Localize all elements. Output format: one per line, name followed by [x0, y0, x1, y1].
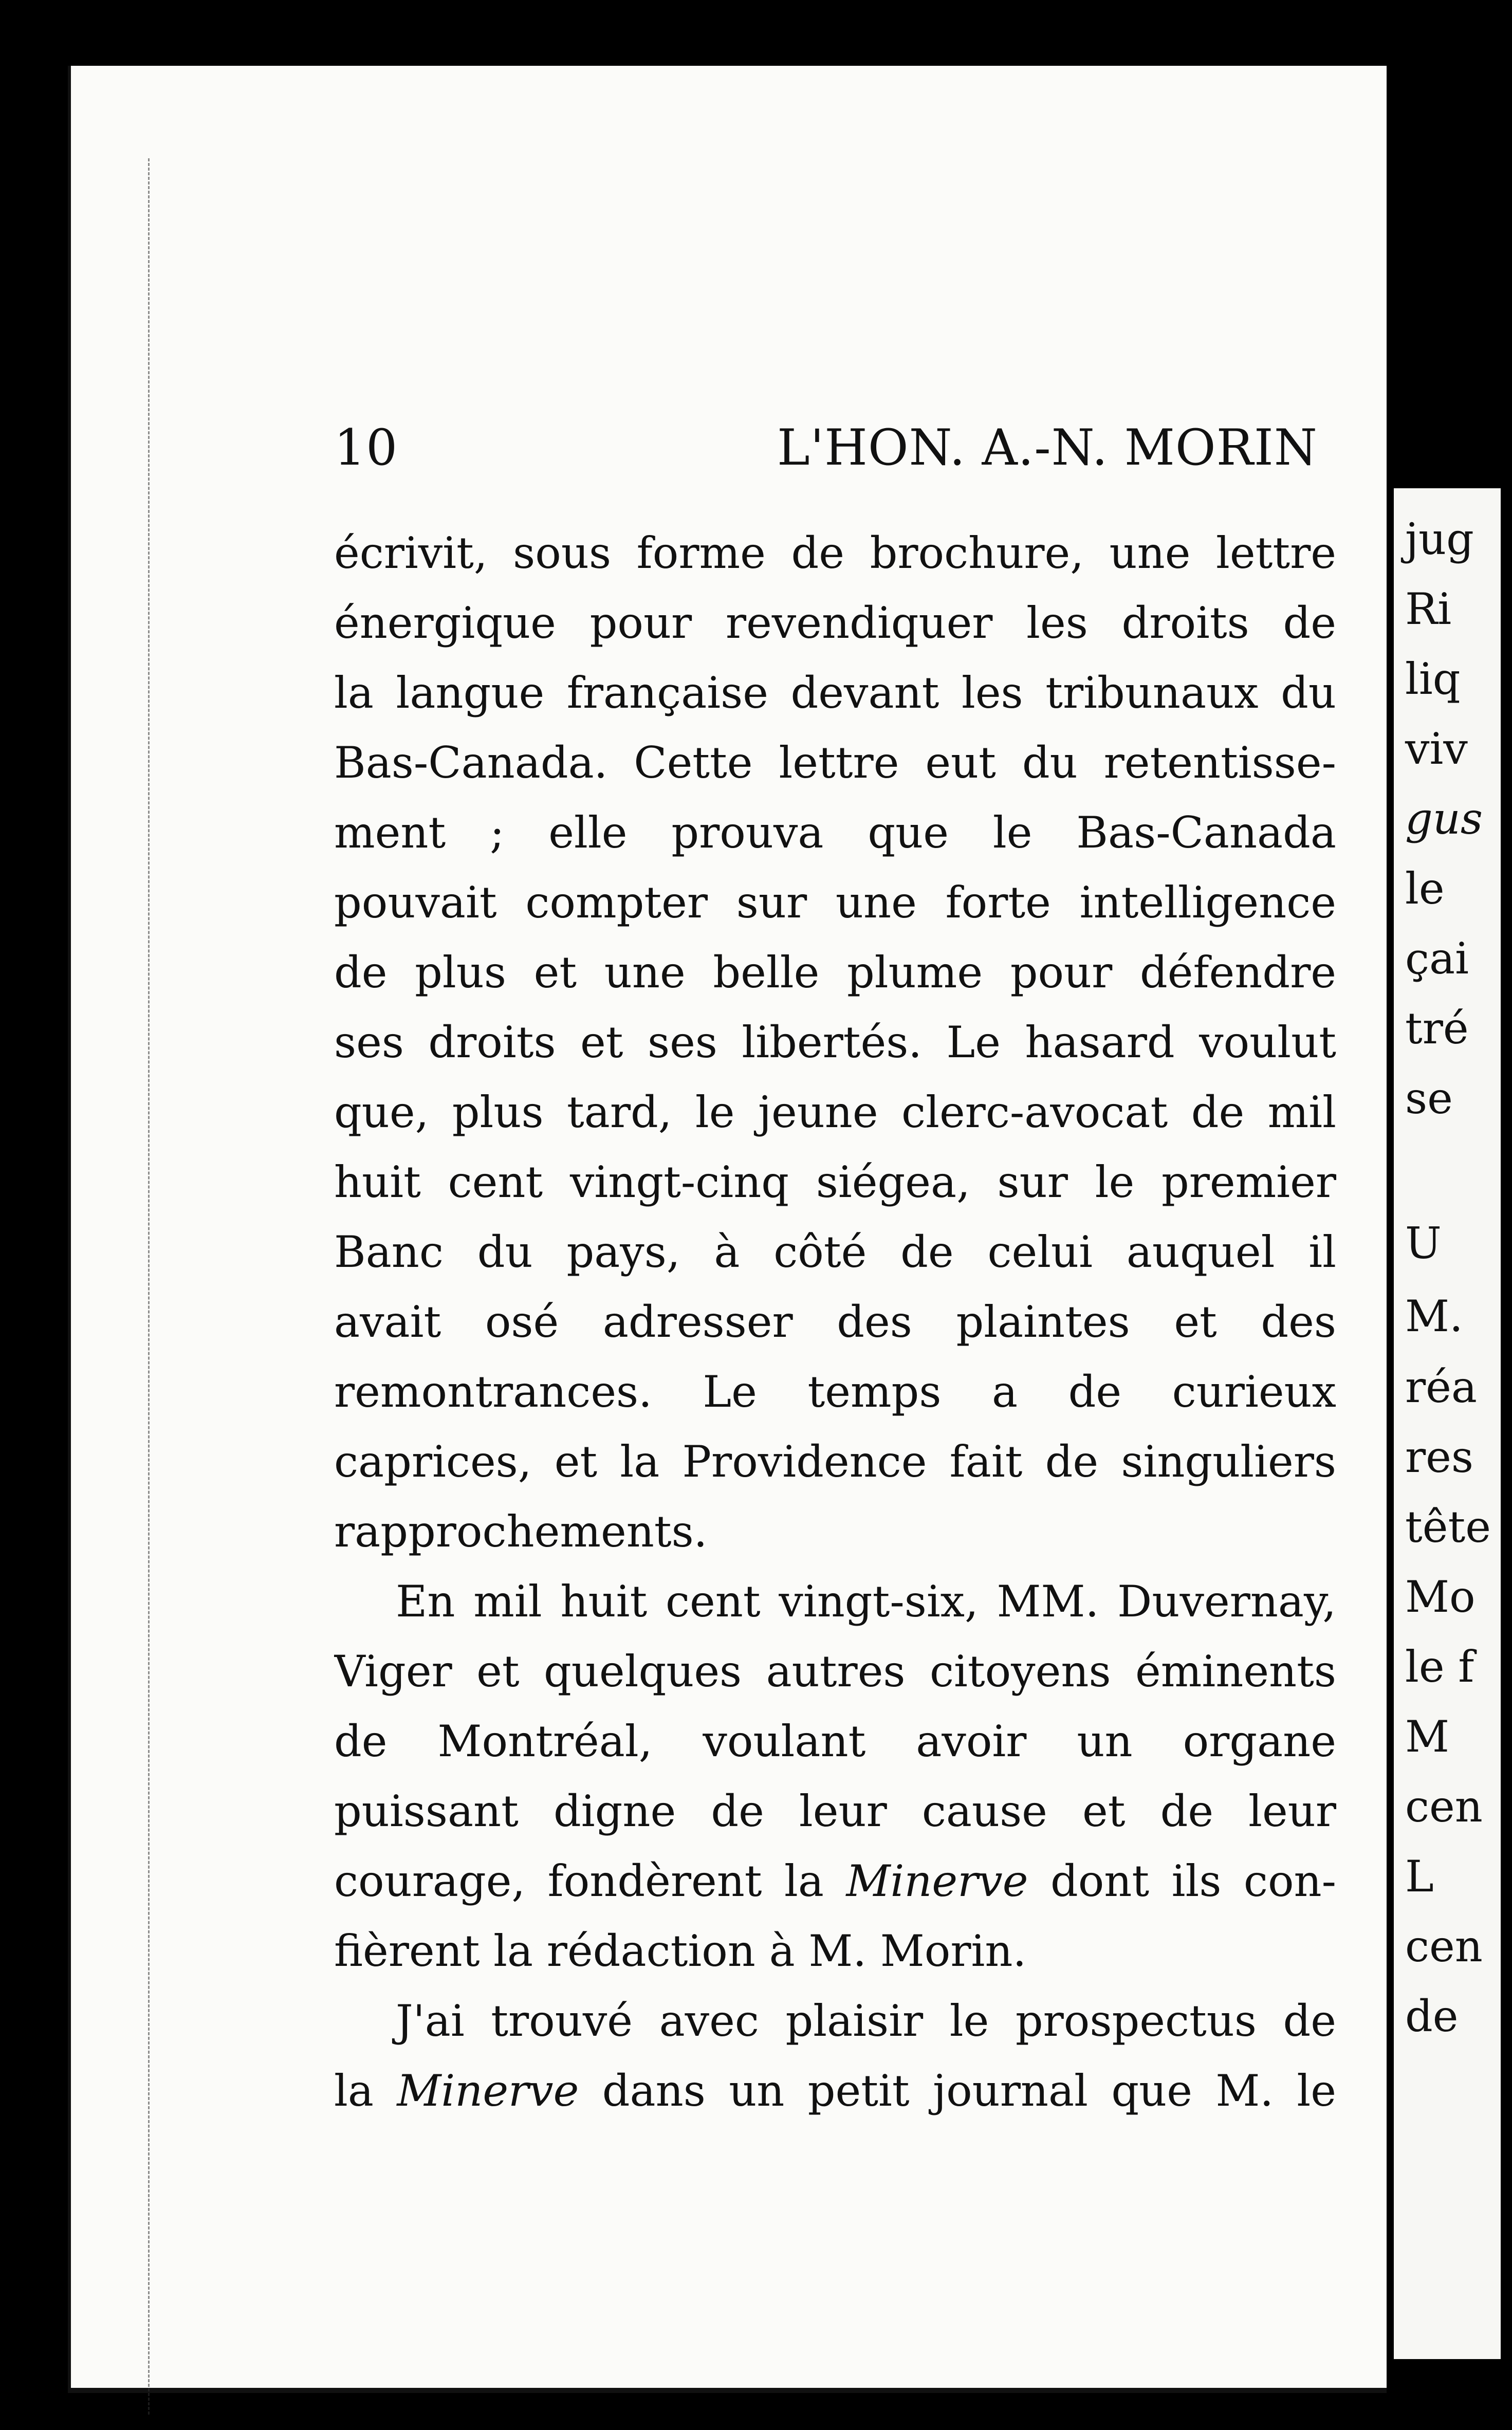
fragment-text: réa	[1405, 1362, 1477, 1412]
fragment-text: çai	[1405, 933, 1469, 984]
text-line: Bas-Canada. Cette lettre eut du retentisse-	[334, 738, 1336, 788]
text-line: rapprochements.	[334, 1506, 708, 1557]
text-line: En mil huit cent vingt-six, MM. Duvernay,	[396, 1576, 1336, 1627]
text-run: dans un petit journal que M. le	[602, 2066, 1336, 2116]
text-run: la	[334, 2066, 374, 2116]
body-text	[334, 518, 1336, 2126]
text-line: J'ai trouvé avec plaisir le prospectus de	[396, 1996, 1336, 2046]
fragment-text: M.	[1405, 1291, 1463, 1341]
text-line: huit cent vingt-cinq siégea, sur le premier	[334, 1157, 1336, 1207]
text-line-mixed	[334, 2056, 1336, 2126]
fragment-text: le f	[1405, 1642, 1474, 1692]
text-run: courage, fondèrent la	[334, 1856, 824, 1906]
text-line: Viger et quelques autres citoyens éminents	[334, 1646, 1336, 1697]
text-line: avait osé adresser des plaintes et des	[334, 1297, 1336, 1347]
text-line-mixed	[334, 1846, 1336, 1916]
facing-page-fragment	[1394, 488, 1512, 2359]
fragment-text	[1405, 794, 1483, 844]
italic-fragment: gus	[1405, 794, 1483, 844]
text-line: caprices, et la Providence fait de singuliers	[334, 1437, 1336, 1487]
text-run: dont ils con-	[1050, 1856, 1336, 1906]
italic-title: Minerve	[846, 1856, 1028, 1906]
fragment-text: Ri	[1405, 584, 1452, 634]
text-line: que, plus tard, le jeune clerc-avocat de mil	[334, 1087, 1336, 1137]
text-line: ment ; elle prouva que le Bas-Canada	[334, 807, 1336, 858]
fragment-text: cen	[1405, 1781, 1483, 1832]
fragment-text: res	[1405, 1432, 1473, 1482]
text-line: fièrent la rédaction à M. Morin.	[334, 1926, 1027, 1976]
text-line: écrivit, sous forme de brochure, une lettre	[334, 528, 1336, 578]
fragment-text: viv	[1405, 724, 1468, 774]
text-line: Banc du pays, à côté de celui auquel il	[334, 1227, 1336, 1277]
text-line: de Montréal, voulant avoir un organe	[334, 1716, 1336, 1766]
fragment-text: de	[1405, 1991, 1459, 2041]
text-line: la langue française devant les tribunaux du	[334, 668, 1336, 718]
text-line: pouvait compter sur une forte intelligence	[334, 877, 1336, 928]
fragment-text: tête	[1405, 1502, 1491, 1552]
page-binding-edge	[148, 158, 161, 2415]
text-line: remontrances. Le temps a de curieux	[334, 1367, 1336, 1417]
scan-border	[1501, 0, 1512, 2430]
running-header	[267, 419, 1336, 481]
italic-title: Minerve	[397, 2066, 579, 2116]
running-title: L'HON. A.-N. MORIN	[777, 419, 1318, 476]
text-line: de plus et une belle plume pour défendre	[334, 947, 1336, 998]
fragment-text: L	[1405, 1851, 1434, 1902]
text-line: énergique pour revendiquer les droits de	[334, 598, 1336, 648]
fragment-text: Mo	[1405, 1572, 1476, 1622]
fragment-text: jug	[1405, 514, 1474, 564]
fragment-text: U	[1405, 1218, 1442, 1268]
fragment-text: tré	[1405, 1003, 1469, 1054]
text-line: puissant digne de leur cause et de leur	[334, 1786, 1336, 1836]
fragment-text: le	[1405, 863, 1445, 914]
fragment-text: M	[1405, 1711, 1450, 1762]
page-number: 10	[334, 419, 398, 476]
fragment-text: liq	[1405, 654, 1461, 704]
text-line: ses droits et ses libertés. Le hasard voulut	[334, 1017, 1336, 1067]
fragment-text: cen	[1405, 1921, 1483, 1972]
fragment-text: se	[1405, 1073, 1453, 1124]
